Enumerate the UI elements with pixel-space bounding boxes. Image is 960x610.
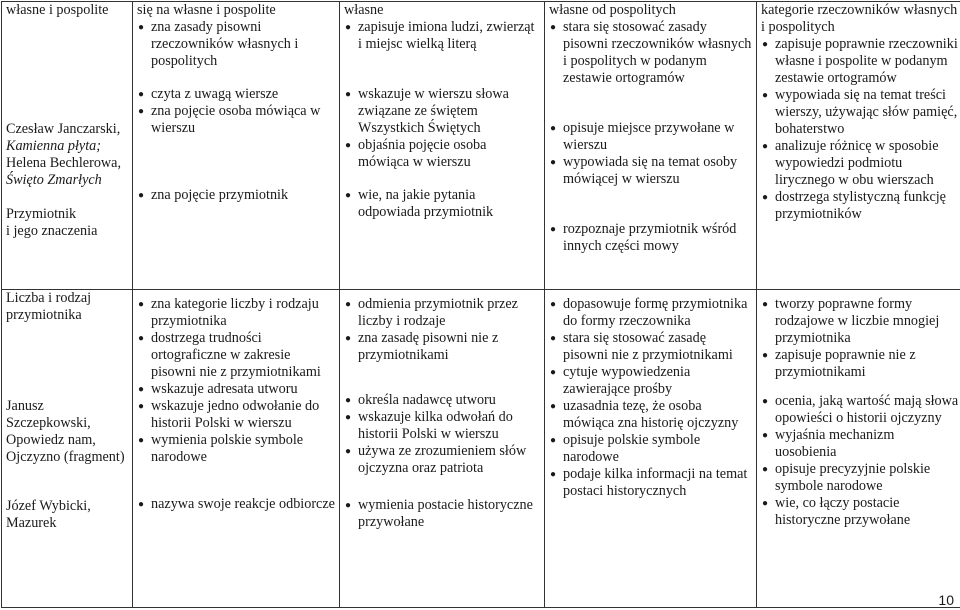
requirements-cell xyxy=(545,2,757,290)
list-item: ● stara się stosować zasadę pisowni nie z przymiotnikami xyxy=(549,330,752,364)
author-text: Józef Wybicki, Mazurek xyxy=(6,498,91,531)
topic-cell xyxy=(2,290,133,608)
list-item: ● zapisuje imiona ludzi, zwierząt i miejsc wielką literą xyxy=(344,19,540,70)
topic-text: własne i pospolite xyxy=(6,2,109,18)
topic-text: Liczba i rodzaj przymiotnika xyxy=(6,290,92,323)
author-text: Janusz Szczepkowski, Opowiedz nam, Ojczyzno (fragment) xyxy=(6,398,125,465)
list-item: ● podaje kilka informacji na temat postaci historycznych xyxy=(549,466,752,500)
list-item: ● cytuje wypowiedzenia zawierające prośby xyxy=(549,364,752,398)
list-item: ● opisuje precyzyjnie polskie symbole narodowe xyxy=(761,461,959,495)
list-item: ● czyta z uwagą wiersze xyxy=(137,86,335,103)
list-item: ● wie, co łączy postacie historyczne przywołane xyxy=(761,495,959,529)
list-item: ● rozpoznaje przymiotnik wśród innych części mowy xyxy=(549,221,752,255)
table-row xyxy=(2,2,960,290)
list-item: ● wymienia polskie symbole narodowe xyxy=(137,432,335,466)
topic-text: i jego znaczenia xyxy=(6,223,98,239)
list-item: ● wie, na jakie pytania odpowiada przymiotnik xyxy=(344,187,540,221)
list-item: ● ocenia, jaką wartość mają słowa opowieści o historii ojczyzny xyxy=(761,393,959,427)
list-item: ● wypowiada się na temat osoby mówiącej w wierszu xyxy=(549,154,752,205)
list-item: ● opisuje miejsce przywołane w wierszu xyxy=(549,120,752,154)
list-item: ● wskazuje jedno odwołanie do historii Polski w wierszu xyxy=(137,398,335,432)
list-item: ● zapisuje poprawnie rzeczowniki własne i pospolite w podanym zestawie ortogramów xyxy=(761,36,959,87)
table-row xyxy=(2,290,960,608)
topic-cell xyxy=(2,2,133,290)
list-item: ● uzasadnia tezę, że osoba mówiąca zna historię ojczyzny xyxy=(549,398,752,432)
list-item: ● odmienia przymiotnik przez liczby i rodzaje xyxy=(344,296,540,330)
topic-text: Przymiotnik xyxy=(6,206,77,222)
list-item: ● opisuje polskie symbole narodowe xyxy=(549,432,752,466)
list-item: ● wskazuje kilka odwołań do historii Polski w wierszu xyxy=(344,409,540,443)
list-item: ● wskazuje adresata utworu xyxy=(137,381,335,398)
list-item: się na własne i pospolite xyxy=(137,2,276,18)
page-number: 10 xyxy=(938,592,954,608)
list-item: ● analizuje różnicę w sposobie wypowiedzi podmiotu lirycznego w obu wierszach xyxy=(761,138,959,189)
requirements-cell xyxy=(545,290,757,608)
list-item: ● dostrzega stylistyczną funkcję przymiotników xyxy=(761,189,959,223)
list-item: ● objaśnia pojęcie osoba mówiąca w wierszu xyxy=(344,137,540,171)
author-text: Czesław Janczarski, xyxy=(6,121,121,137)
list-item: ● zna pojęcie osoba mówiąca w wierszu xyxy=(137,103,335,171)
list-item: kategorie rzeczowników własnych i pospolitych xyxy=(761,2,958,35)
list-item: ● wyjaśnia mechanizm uosobienia xyxy=(761,427,959,461)
list-item: własne od pospolitych xyxy=(549,2,676,18)
list-item: ● zna zasadę pisowni nie z przymiotnikami xyxy=(344,330,540,392)
requirements-cell xyxy=(757,290,960,608)
requirements-cell xyxy=(133,2,340,290)
list-item: ● zapisuje poprawnie nie z przymiotnikami xyxy=(761,347,959,381)
list-item: ● dopasowuje formę przymiotnika do formy rzeczownika xyxy=(549,296,752,330)
requirements-cell xyxy=(340,2,545,290)
list-item: ● wymienia postacie historyczne przywołane xyxy=(344,497,540,531)
requirements-cell xyxy=(133,290,340,608)
curriculum-table xyxy=(1,1,960,608)
list-item: ● dostrzega trudności ortograficzne w zakresie pisowni nie z przymiotnikami xyxy=(137,330,335,381)
list-item: ● nazywa swoje reakcje odbiorcze xyxy=(137,496,335,513)
list-item: ● określa nadawcę utworu xyxy=(344,392,540,409)
list-item: ● zna pojęcie przymiotnik xyxy=(137,187,335,204)
list-item: ● stara się stosować zasady pisowni rzeczowników własnych i pospolitych w podanym zestawie ortogramów xyxy=(549,19,752,104)
list-item: ● zna zasady pisowni rzeczowników własnych i pospolitych xyxy=(137,19,335,70)
list-item: ● wskazuje w wierszu słowa związane ze świętem Wszystkich Świętych xyxy=(344,86,540,137)
requirements-cell xyxy=(757,2,960,290)
list-item: ● używa ze zrozumieniem słów ojczyzna oraz patriota xyxy=(344,443,540,477)
requirements-cell xyxy=(340,290,545,608)
list-item: własne xyxy=(344,2,384,18)
title-text: Święto Zmarłych xyxy=(6,172,102,188)
title-text: Kamienna płyta; xyxy=(6,138,101,154)
list-item: ● tworzy poprawne formy rodzajowe w liczbie mnogiej przymiotnika xyxy=(761,296,959,347)
list-item: ● zna kategorie liczby i rodzaju przymiotnika xyxy=(137,296,335,330)
author-text: Helena Bechlerowa, xyxy=(6,155,122,171)
list-item: ● wypowiada się na temat treści wierszy, używając słów pamięć, bohaterstwo xyxy=(761,87,959,138)
